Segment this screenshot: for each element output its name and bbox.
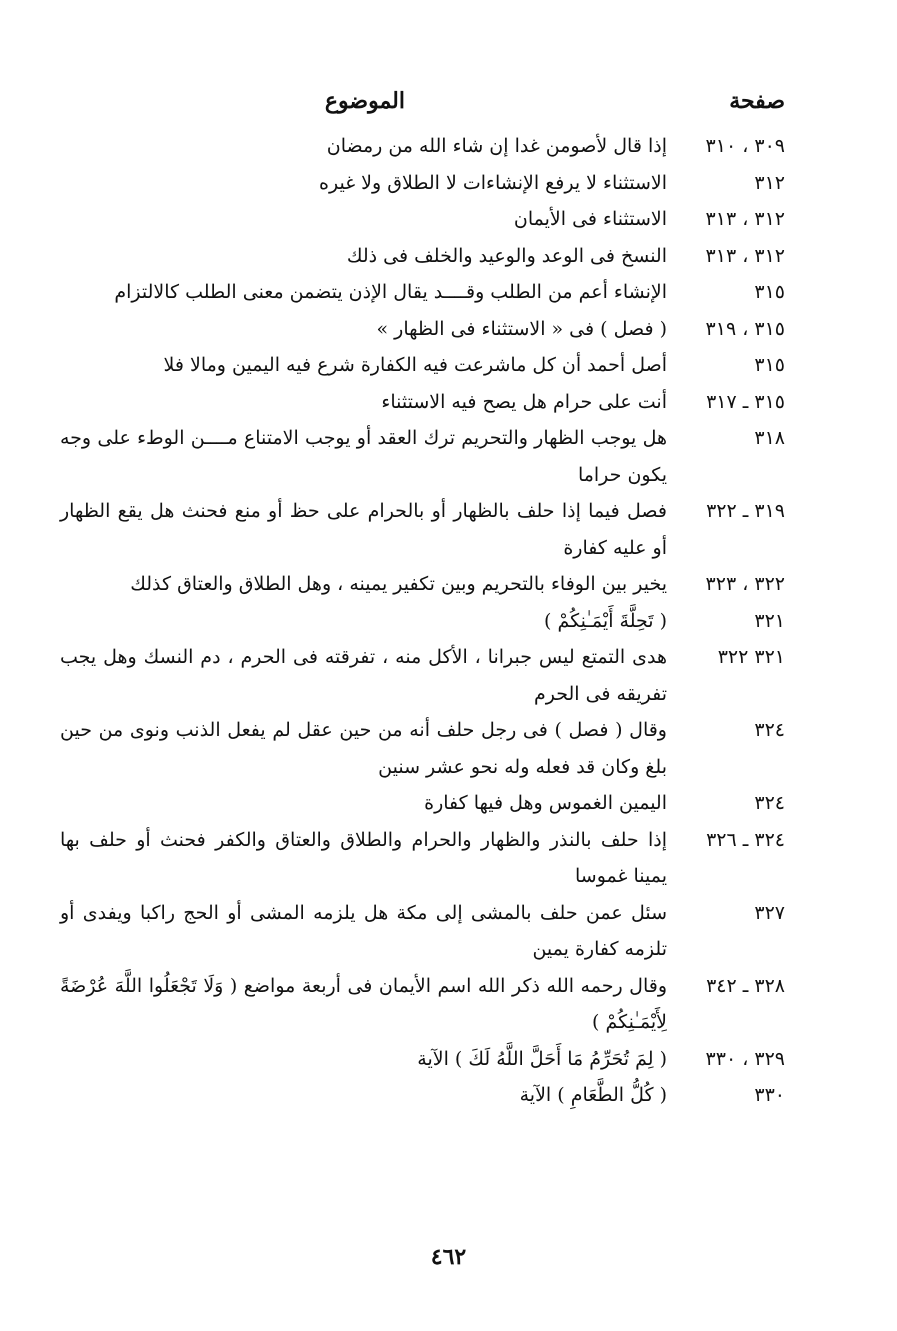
index-entry [60,712,785,785]
entry-topic: أنت على حرام هل يصح فيه الاستثناء [381,390,667,413]
entry-pages: ٣١٢ [754,171,785,194]
index-entry [60,1077,785,1114]
index-entry [60,274,785,311]
entry-topic: ( كُلُّ الطَّعَامِ ) الآية [519,1084,667,1106]
index-entry [60,420,785,493]
index-entry [60,384,785,421]
page-column-heading: صفحة [729,88,785,114]
entry-pages: ٣١٥ [754,281,785,303]
entry-pages: ٣٣٠ [754,1084,785,1106]
entry-topic: يخير بين الوفاء بالتحريم وبين تكفير يمينه ، وهل الطلاق والعتاق كذلك [130,573,667,595]
entry-pages: ٣١٥ ـ ٣١٧ [706,390,785,413]
entry-pages: ٣١٢ ، ٣١٣ [705,244,785,267]
entry-pages: ٣١٥ ، ٣١٩ [705,317,785,340]
entry-topic: إذا قال لأصومن غدا إن شاء الله من رمضان [326,135,667,157]
entry-topic: سئل عمن حلف بالمشى إلى مكة هل يلزمه المشى أو الحج راكبا ويفدى أو تلزمه كفارة يمين [60,901,667,960]
entry-pages: ٣٢٤ [754,792,785,814]
index-entry [60,493,785,566]
index-entry [60,785,785,822]
entry-topic: الاستثناء فى الأيمان [513,208,667,230]
index-entry [60,201,785,238]
entry-pages: ٣٢٤ [754,719,785,741]
index-entries [60,128,785,1114]
entry-pages: ٣٢٩ ، ٣٣٠ [705,1047,785,1070]
index-entry [60,311,785,348]
entry-topic: اليمين الغموس وهل فيها كفارة [424,792,667,814]
index-entry [60,566,785,603]
index-entry [60,347,785,384]
index-header [60,80,785,128]
index-entry [60,822,785,895]
entry-pages: ٣٠٩ ، ٣١٠ [705,135,785,157]
entry-topic: ( فصل ) فى « الاستثناء فى الظهار » [376,317,667,340]
index-entry [60,1041,785,1078]
index-entry [60,639,785,712]
entry-topic: ( لِمَ تُحَرِّمُ مَا أَحَلَّ اللَّهُ لَكَ ) الآية [417,1047,667,1070]
entry-pages: ٣٢٢ ، ٣٢٣ [705,573,785,595]
entry-topic: أصل أحمد أن كل ماشرعت فيه الكفارة شرع فيه اليمين ومالا فلا [163,354,667,376]
entry-pages: ٣١٩ ـ ٣٢٢ [706,500,785,522]
entry-topic: وقال رحمه الله ذكر الله اسم الأيمان فى أربعة مواضع ( وَلَا تَجْعَلُوا اللَّهَ عُرْضَةً لِأَيْمَـٰنِكُمْ ) [60,974,667,1033]
entry-topic: النسخ فى الوعد والوعيد والخلف فى ذلك [346,244,667,267]
entry-pages: ٣٢٧ [754,901,785,924]
entry-topic: الاستثناء لا يرفع الإنشاءات لا الطلاق ولا غيره [319,171,667,194]
entry-pages: ٣٢١ [754,609,785,632]
topic-column-heading: الموضوع [324,88,405,114]
entry-pages: ٣٢٨ ـ ٣٤٢ [706,974,785,997]
entry-pages: ٣١٥ [754,354,785,376]
entry-topic: فصل فيما إذا حلف بالظهار أو بالحرام على حظ أو منع فحنث هل يقع الظهار أو عليه كفارة [60,500,667,559]
entry-topic: إذا حلف بالنذر والظهار والحرام والطلاق والعتاق والكفر فحنث أو حلف بها يمينا غموسا [60,828,667,887]
index-entry [60,603,785,640]
entry-topic: هل يوجب الظهار والتحريم ترك العقد أو يوجب الامتناع مــــن الوطء على وجه يكون حراما [60,427,667,486]
entry-topic: ( تَحِلَّةَ أَيْمَـٰنِكُمْ ) [544,609,667,632]
entry-topic: وقال ( فصل ) فى رجل حلف أنه من حين عقل لم يفعل الذنب ونوى من حين بلغ وكان قد فعله وله نحو عشر سنين [60,719,667,778]
page-number: ٤٦٢ [430,1244,467,1270]
index-entry [60,165,785,202]
entry-pages: ٣٢١ ٣٢٢ [717,646,785,668]
index-entry [60,968,785,1041]
index-page [60,80,785,1280]
entry-topic: الإنشاء أعم من الطلب وقــــد يقال الإذن يتضمن معنى الطلب كالالتزام [114,281,667,303]
index-entry [60,895,785,968]
entry-topic: هدى التمتع ليس جبرانا ، الأكل منه ، تفرقته فى الحرم ، دم النسك وهل يجب تفريقه فى الحرم [60,646,667,705]
index-entry [60,238,785,275]
entry-pages: ٣١٨ [754,427,785,449]
index-entry [60,128,785,165]
entry-pages: ٣١٢ ، ٣١٣ [705,208,785,230]
entry-pages: ٣٢٤ ـ ٣٢٦ [706,828,785,851]
